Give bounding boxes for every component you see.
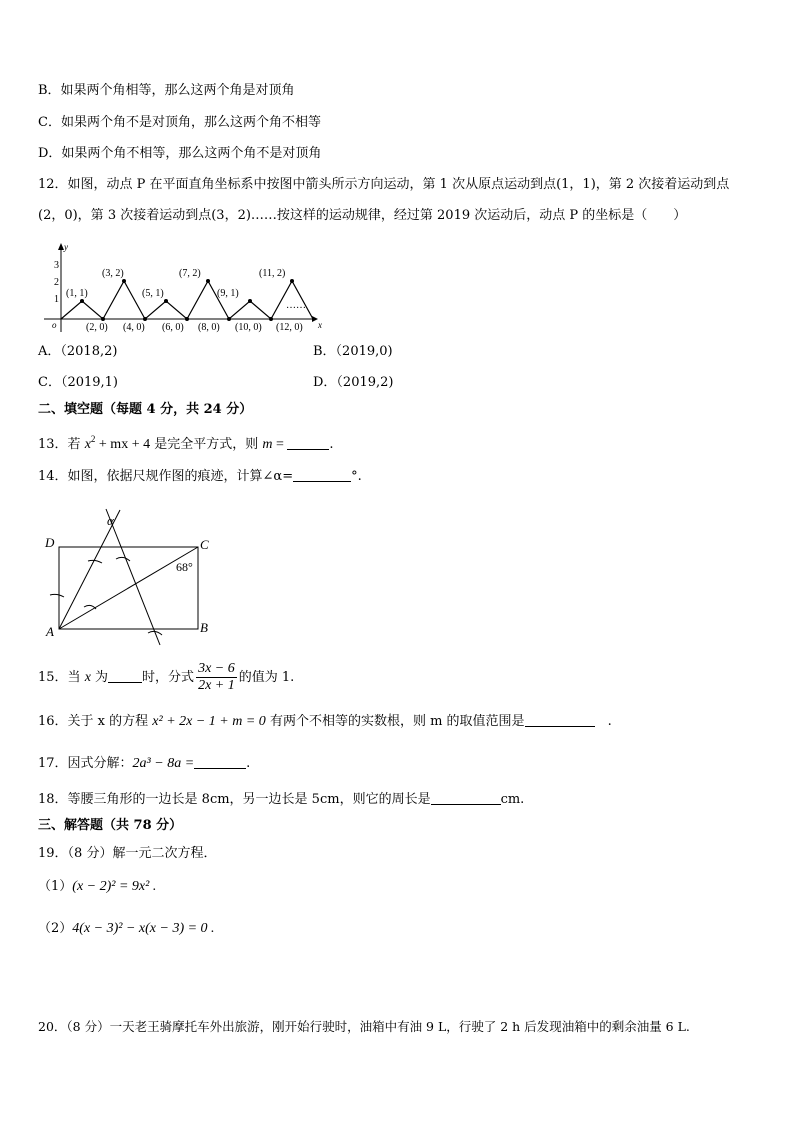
q14-figure xyxy=(40,505,240,650)
q16: 16．关于 x 的方程 x² + 2x − 1 + m = 0 有两个不相等的实数根，则 m 的取值范围是 . xyxy=(38,714,612,729)
q19-part2: （2）4(x − 3)² − x(x − 3) = 0 . xyxy=(38,921,215,936)
base-label: (8, 0) xyxy=(198,322,220,333)
base-label: (4, 0) xyxy=(123,322,145,333)
answer-blank[interactable] xyxy=(293,467,351,482)
vertex-c-label: C xyxy=(200,537,209,552)
ellipsis: …… xyxy=(286,300,306,311)
peak-label: (5, 1) xyxy=(142,288,164,299)
vertex-a-label: A xyxy=(46,624,54,639)
y-tick-1: 1 xyxy=(54,294,59,305)
base-label: (6, 0) xyxy=(162,322,184,333)
section-heading-solve: 三、解答题（共 78 分） xyxy=(38,818,183,833)
q12-option-c: C．（2019,1) xyxy=(38,375,119,390)
vertex-b-label: B xyxy=(200,620,208,635)
base-label: (10, 0) xyxy=(235,322,262,333)
vertex-d-label: D xyxy=(45,535,55,550)
q12-graph xyxy=(40,240,330,335)
zigzag-path xyxy=(61,281,313,319)
fraction: $\frac{3x - 6}{2x + 1}$ xyxy=(198,661,235,693)
y-axis-label: y xyxy=(64,242,68,252)
q11-option-b: B．如果两个角相等，那么这两个角是对顶角 xyxy=(38,83,295,98)
peak-label: (7, 2) xyxy=(179,268,201,279)
y-tick-3: 3 xyxy=(54,260,59,271)
path-points xyxy=(80,279,294,321)
q19-title: 19．（8 分）解一元二次方程． xyxy=(38,846,217,861)
q12-stem-line1: 12．如图，动点 P 在平面直角坐标系中按图中箭头所示方向运动，第 1 次从原点运动到点(1，1)，第 2 次接着运动到点 xyxy=(38,177,730,192)
peak-label: (9, 1) xyxy=(217,288,239,299)
base-label: (12, 0) xyxy=(276,322,303,333)
answer-blank[interactable] xyxy=(108,668,142,683)
q12-option-d: D．（2019,2) xyxy=(313,375,394,390)
alpha-label: α xyxy=(107,513,114,528)
q11-option-d: D．如果两个角不相等，那么这两个角不是对顶角 xyxy=(38,146,322,161)
q19-part1: （1）(x − 2)² = 9x² . xyxy=(38,879,157,894)
q13: 13．若 $x^2$ + mx + 4 是完全平方式，则 m = . xyxy=(38,434,334,452)
peak-label: (1, 1) xyxy=(66,288,88,299)
q12-option-a: A．（2018,2) xyxy=(38,344,118,359)
q20: 20．（8 分）一天老王骑摩托车外出旅游，刚开始行驶时，油箱中有油 9 L，行驶了 2 h 后发现油箱中的剩余油量 6 L. xyxy=(38,1019,690,1034)
answer-blank[interactable] xyxy=(431,790,501,805)
y-tick-2: 2 xyxy=(54,277,59,288)
x-axis-label: x xyxy=(318,320,322,330)
peak-label: (3, 2) xyxy=(102,268,124,279)
answer-blank[interactable] xyxy=(287,435,329,450)
q11-option-c: C．如果两个角不是对顶角，那么这两个角不相等 xyxy=(38,115,321,130)
base-label: (2, 0) xyxy=(86,322,108,333)
peak-label: (11, 2) xyxy=(259,268,286,279)
q17: 17．因式分解：2a³ − 8a = . xyxy=(38,756,251,771)
q14: 14．如图，依据尺规作图的痕迹，计算∠α= °. xyxy=(38,469,362,484)
origin-label: o xyxy=(52,320,57,330)
q18: 18．等腰三角形的一边长是 8cm，另一边长是 5cm，则它的周长是 cm. xyxy=(38,792,525,807)
q12-option-b: B．（2019,0) xyxy=(313,344,393,359)
angle-68-label: 68° xyxy=(176,560,193,574)
answer-blank[interactable] xyxy=(194,754,246,769)
q15: 15．当 x 为 时，分式 $\frac{3x - 6}{2x + 1}$ 的值为 1. xyxy=(38,661,295,693)
answer-blank[interactable] xyxy=(525,712,595,727)
section-heading-fill-in: 二、填空题（每题 4 分，共 24 分） xyxy=(38,402,253,417)
q12-stem-line2: (2，0)，第 3 次接着运动到点(3，2)……按这样的运动规律，经过第 2019 次运动后，动点 P 的坐标是（ ） xyxy=(38,208,687,223)
